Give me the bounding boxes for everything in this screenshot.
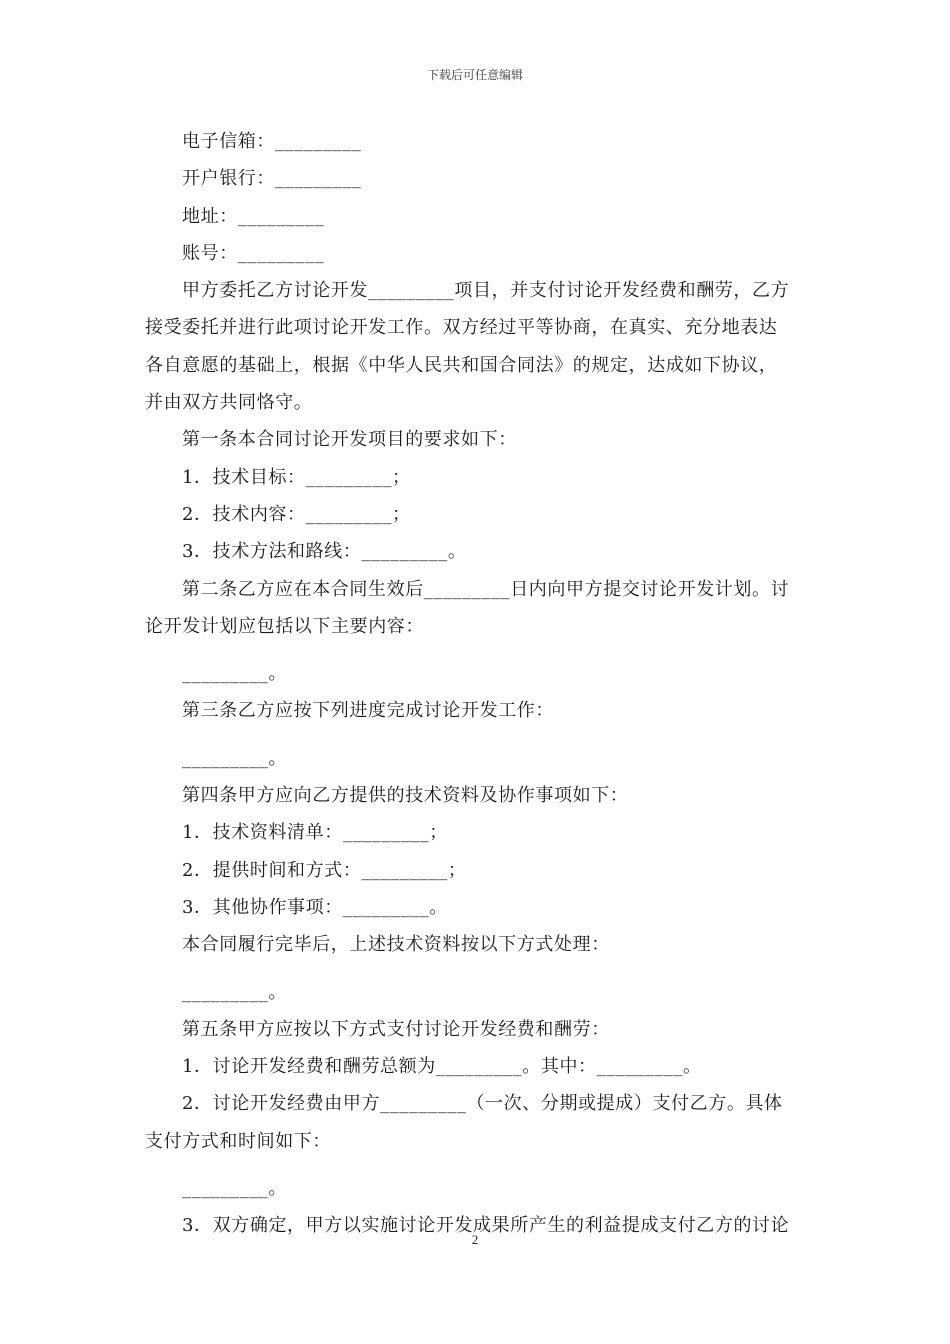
article-2-line-1: 第二条乙方应在本合同生效后_________日内向甲方提交讨论开发计划。讨 [182,578,790,600]
article-1-item-1: 1．技术目标：_________； [182,466,411,488]
page-header: 下载后可任意编辑 [426,68,523,82]
article-4-disposal: 本合同履行完毕后，上述技术资料按以下方式处理： [182,934,610,956]
article-5-blank: _________。 [182,1178,287,1200]
article-4-item-3: 3．其他协作事项：_________。 [182,896,448,918]
article-4-item-2: 2．提供时间和方式：_________； [182,859,467,881]
article-5-heading: 第五条甲方应按以下方式支付讨论开发经费和酬劳： [182,1018,610,1040]
document-body [145,123,807,1245]
paragraph-intro-line-1: 甲方委托乙方讨论开发_________项目，并支付讨论开发经费和酬劳，乙方 [182,280,790,302]
article-2-blank: _________。 [182,663,287,685]
email-line: 电子信箱：_________ [182,131,362,152]
address-line: 地址：_________ [182,205,325,227]
bank-line: 开户银行：_________ [182,168,362,190]
article-1-item-3: 3．技术方法和路线：_________。 [182,541,467,563]
article-3-blank: _________。 [182,747,287,769]
paragraph-intro-line-2: 接受委托并进行此项讨论开发工作。双方经过平等协商，在真实、充分地表达 [145,317,778,339]
page-number: 2 [471,1232,479,1247]
article-5-item-3: 3．双方确定，甲方以实施讨论开发成果所产生的利益提成支付乙方的讨论 [182,1215,790,1237]
article-3-heading: 第三条乙方应按下列进度完成讨论开发工作： [182,700,554,722]
paragraph-intro-line-3: 各自意愿的基础上，根据《中华人民共和国合同法》的规定，达成如下协议， [145,354,778,376]
article-5-item-1: 1．讨论开发经费和酬劳总额为_________。其中：_________。 [182,1056,702,1078]
article-5-item-2-line-2: 支付方式和时间如下： [145,1130,331,1152]
article-1-item-2: 2．技术内容：_________； [182,503,411,525]
article-4-blank: _________。 [182,981,287,1003]
paragraph-intro-line-4: 并由双方共同恪守。 [145,392,313,414]
article-4-item-1: 1．技术资料清单：_________； [182,822,448,844]
article-1-heading: 第一条本合同讨论开发项目的要求如下： [182,429,517,451]
article-5-item-2-line-1: 2．讨论开发经费由甲方_________（一次、分期或提成）支付乙方。具体 [182,1093,783,1115]
article-2-line-2: 论开发计划应包括以下主要内容： [145,615,424,637]
account-line: 账号：_________ [182,242,325,264]
article-4-heading: 第四条甲方应向乙方提供的技术资料及协作事项如下： [182,785,629,807]
